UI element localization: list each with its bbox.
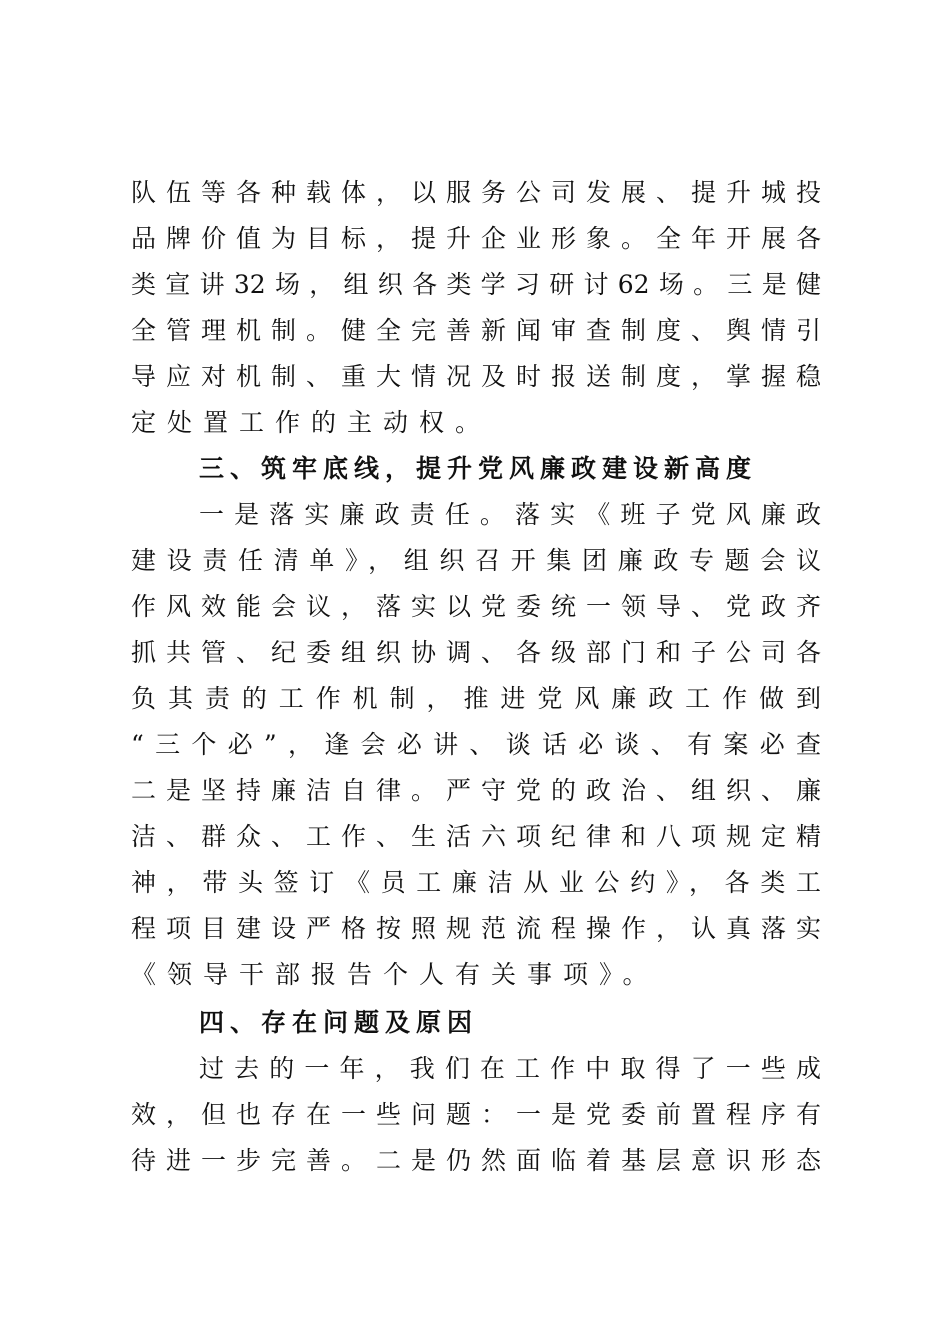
- text-line: 一是落实廉政责任。落实《班子党风廉政: [199, 500, 821, 529]
- text-line: 作风效能会议，落实以党委统一领导、党政齐: [131, 592, 821, 621]
- text-line: 待进一步完善。二是仍然面临着基层意识形态: [131, 1146, 821, 1175]
- text-line: 洁、群众、工作、生活六项纪律和八项规定精: [131, 822, 821, 851]
- text-line: 过去的一年，我们在工作中取得了一些成: [199, 1054, 821, 1083]
- text-line: “三个必”，逢会必讲、谈话必谈、有案必查: [131, 730, 821, 759]
- text-line: 负其责的工作机制，推进党风廉政工作做到: [131, 684, 821, 713]
- paragraph-section-3: [131, 492, 821, 998]
- text-line: 队伍等各种载体，以服务公司发展、提升城投: [131, 178, 821, 207]
- paragraph-top: [131, 170, 821, 446]
- text-line: 《领导干部报告个人有关事项》。: [131, 960, 659, 989]
- text-line: 建设责任清单》，组织召开集团廉政专题会议: [131, 546, 821, 575]
- text-line: 程项目建设严格按照规范流程操作，认真落实: [131, 914, 821, 943]
- section-heading: 四、存在问题及原因: [199, 1008, 479, 1037]
- text-line: 抓共管、纪委组织协调、各级部门和子公司各: [131, 638, 821, 667]
- text-line: 导应对机制、重大情况及时报送制度，掌握稳: [131, 362, 821, 391]
- section-heading: 三、筑牢底线，提升党风廉政建设新高度: [199, 454, 758, 483]
- text-line: 定处置工作的主动权。: [131, 408, 492, 437]
- section-4-heading-block: [131, 1000, 821, 1046]
- text-line: 神，带头签订《员工廉洁从业公约》，各类工: [131, 868, 821, 897]
- text-line: 品牌价值为目标，提升企业形象。全年开展各: [131, 224, 821, 253]
- paragraph-section-4: [131, 1046, 821, 1184]
- text-line: 全管理机制。健全完善新闻审查制度、舆情引: [131, 316, 821, 345]
- text-line: 二是坚持廉洁自律。严守党的政治、组织、廉: [131, 776, 821, 805]
- text-line: 类宣讲32场，组织各类学习研讨62场。三是健: [131, 270, 821, 299]
- section-3-heading-block: [131, 446, 821, 492]
- text-line: 效，但也存在一些问题：一是党委前置程序有: [131, 1100, 821, 1129]
